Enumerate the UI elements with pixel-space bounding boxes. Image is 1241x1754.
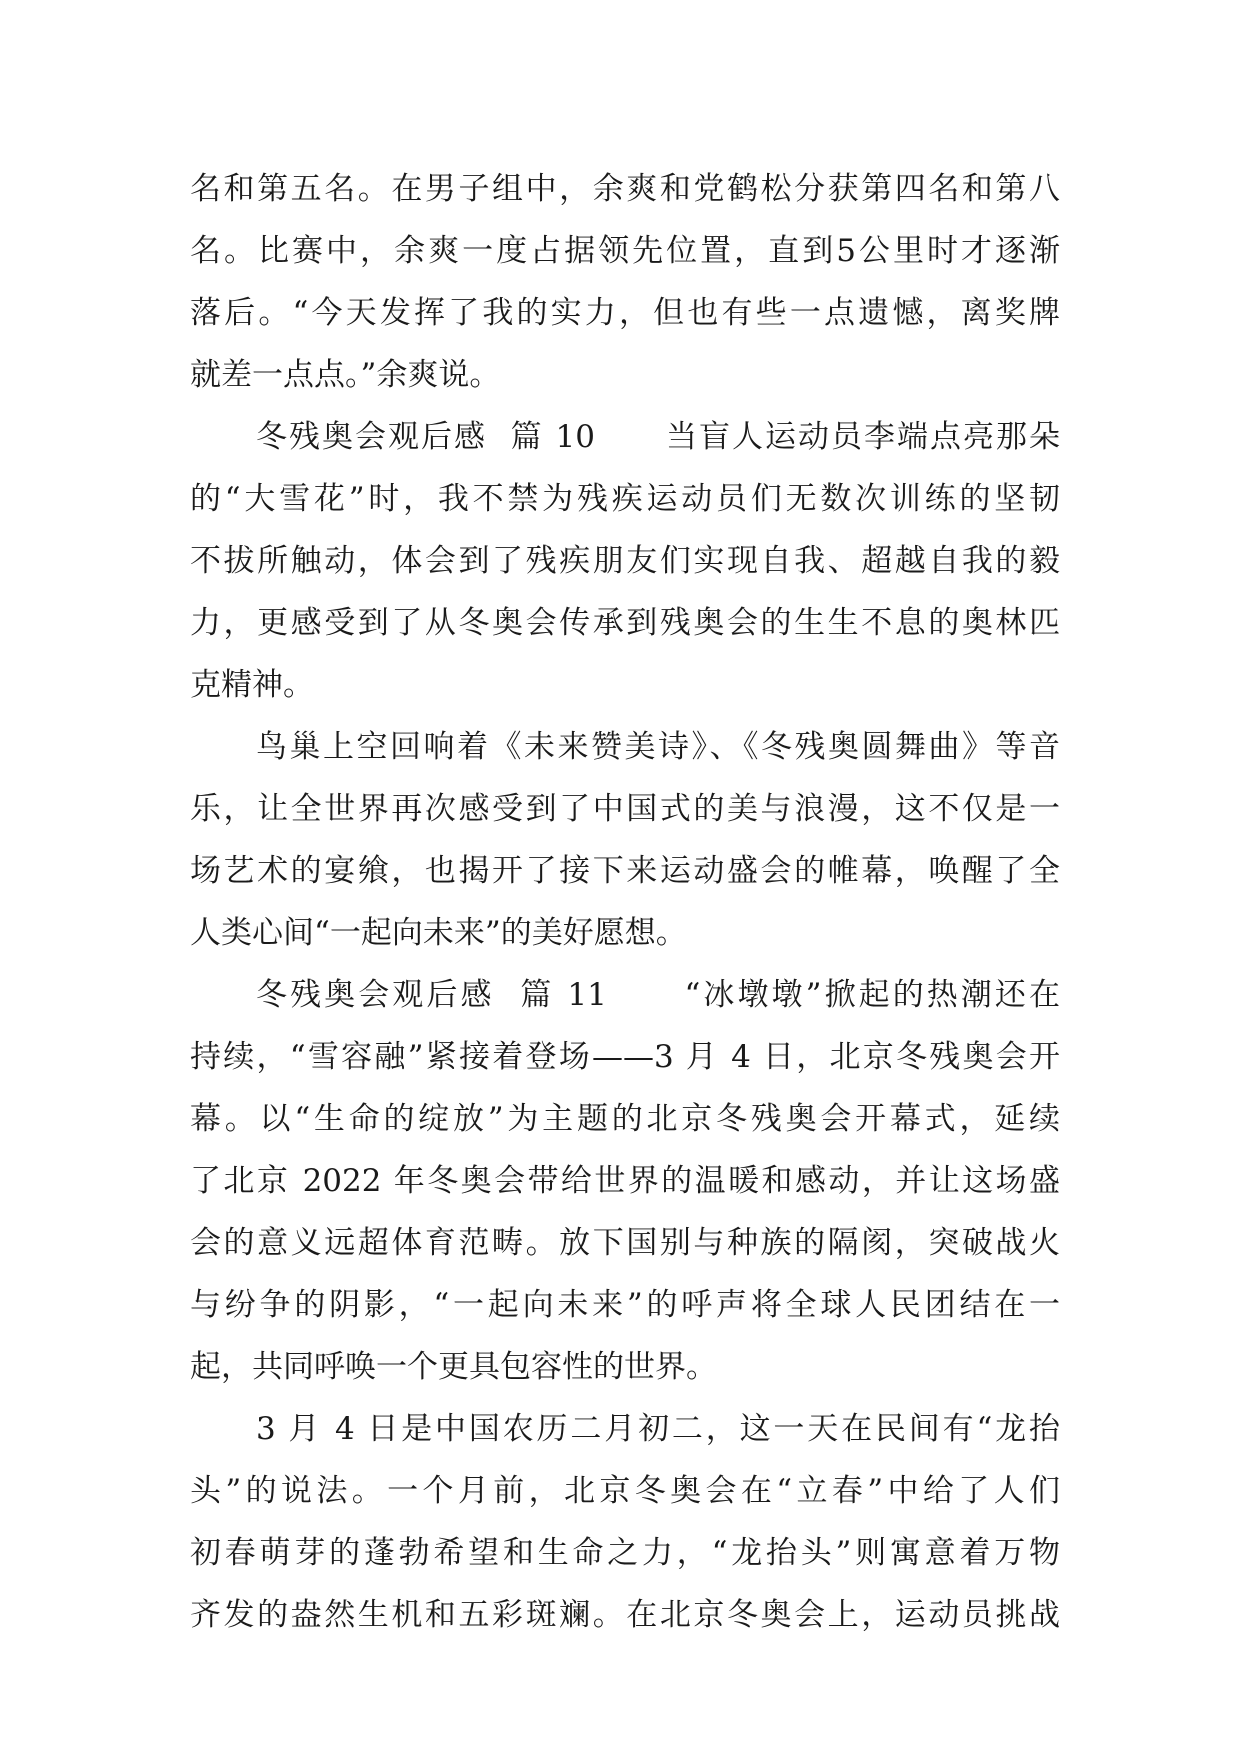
text-line: 的“大雪花”时，我不禁为残疾运动员们无数次训练的坚韧 bbox=[190, 481, 1060, 517]
text-line: 名和第五名。在男子组中，余爽和党鹤松分获第四名和第八 bbox=[190, 171, 1060, 207]
text-line: 持续，“雪容融”紧接着登场——3 月 4 日，北京冬残奥会开 bbox=[190, 1039, 1060, 1075]
text-line: 人类心间“一起向未来”的美好愿想。 bbox=[190, 915, 687, 951]
text-line: 冬残奥会观后感 篇 11 “冰墩墩”掀起的热潮还在 bbox=[256, 977, 1060, 1013]
text-line: 不拔所触动，体会到了残疾朋友们实现自我、超越自我的毅 bbox=[190, 543, 1060, 579]
text-line: 落后。“今天发挥了我的实力，但也有些一点遗憾，离奖牌 bbox=[190, 295, 1060, 331]
text-line: 就差一点点。”余爽说。 bbox=[190, 357, 501, 393]
text-line: 与纷争的阴影，“一起向未来”的呼声将全球人民团结在一 bbox=[190, 1287, 1060, 1323]
text-line: 头”的说法。一个月前，北京冬奥会在“立春”中给了人们 bbox=[190, 1473, 1060, 1509]
text-line: 幕。以“生命的绽放”为主题的北京冬残奥会开幕式，延续 bbox=[190, 1101, 1060, 1137]
text-line: 名。比赛中，余爽一度占据领先位置，直到5公里时才逐渐 bbox=[190, 233, 1060, 269]
text-line: 初春萌芽的蓬勃希望和生命之力，“龙抬头”则寓意着万物 bbox=[190, 1535, 1060, 1571]
text-line: 齐发的盎然生机和五彩斑斓。在北京冬奥会上，运动员挑战 bbox=[190, 1597, 1060, 1633]
text-line: 起，共同呼唤一个更具包容性的世界。 bbox=[190, 1349, 717, 1385]
body-text bbox=[190, 158, 1060, 1646]
text-line: 乐，让全世界再次感受到了中国式的美与浪漫，这不仅是一 bbox=[190, 791, 1060, 827]
text-line: 会的意义远超体育范畴。放下国别与种族的隔阂，突破战火 bbox=[190, 1225, 1060, 1261]
text-line: 冬残奥会观后感 篇 10 当盲人运动员李端点亮那朵 bbox=[256, 419, 1060, 455]
text-line: 鸟巢上空回响着《未来赞美诗》、《冬残奥圆舞曲》等音 bbox=[256, 729, 1060, 765]
text-line: 场艺术的宴飨，也揭开了接下来运动盛会的帷幕，唤醒了全 bbox=[190, 853, 1060, 889]
text-line: 力，更感受到了从冬奥会传承到残奥会的生生不息的奥林匹 bbox=[190, 605, 1060, 641]
text-line: 克精神。 bbox=[190, 667, 314, 703]
text-line: 3 月 4 日是中国农历二月初二，这一天在民间有“龙抬 bbox=[256, 1411, 1060, 1447]
text-line: 了北京 2022 年冬奥会带给世界的温暖和感动，并让这场盛 bbox=[190, 1163, 1060, 1199]
